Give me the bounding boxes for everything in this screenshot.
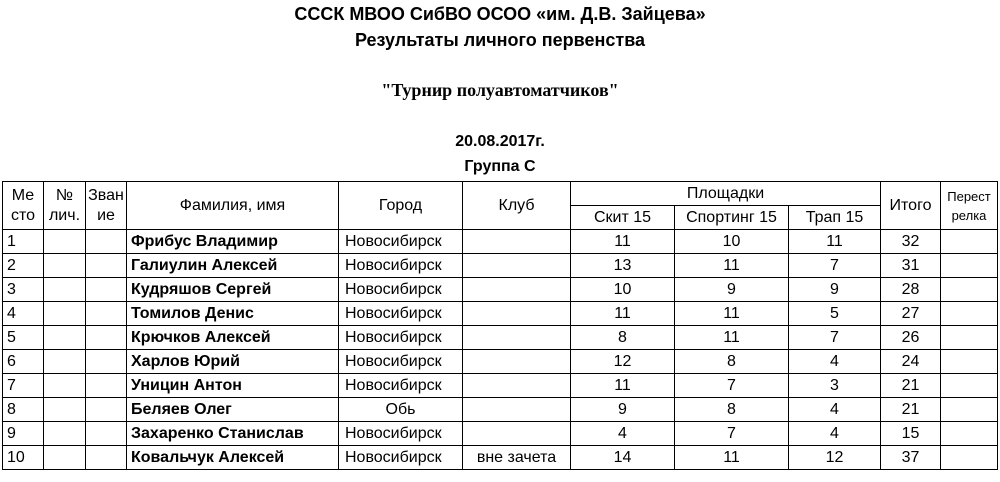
name-cell: Харлов Юрий <box>127 350 339 374</box>
place-cell: 10 <box>3 446 44 470</box>
rank-header <box>86 182 127 230</box>
sporting-cell: 11 <box>675 446 789 470</box>
rank-cell <box>86 398 127 422</box>
skeet-cell: 12 <box>571 350 675 374</box>
shootoff-header-line2: релка <box>951 207 987 223</box>
trap-header: Трап 15 <box>789 206 881 230</box>
city-cell: Новосибирск <box>339 326 463 350</box>
table-row <box>3 278 998 302</box>
city-cell: Новосибирск <box>339 230 463 254</box>
total-cell: 21 <box>881 398 941 422</box>
city-cell: Новосибирск <box>339 254 463 278</box>
personal-number-cell <box>44 374 86 398</box>
total-cell: 32 <box>881 230 941 254</box>
table-row <box>3 326 998 350</box>
city-header: Город <box>339 182 463 230</box>
trap-cell: 7 <box>789 254 881 278</box>
city-cell: Новосибирск <box>339 374 463 398</box>
shootoff-cell <box>941 230 998 254</box>
club-cell <box>463 350 571 374</box>
shootoff-cell <box>941 326 998 350</box>
trap-cell: 4 <box>789 350 881 374</box>
shootoff-cell <box>941 278 998 302</box>
total-cell: 31 <box>881 254 941 278</box>
rank-cell <box>86 302 127 326</box>
place-cell: 5 <box>3 326 44 350</box>
trap-cell: 11 <box>789 230 881 254</box>
trap-cell: 4 <box>789 398 881 422</box>
shootoff-header <box>941 182 998 230</box>
skeet-cell: 9 <box>571 398 675 422</box>
place-cell: 3 <box>3 278 44 302</box>
table-row <box>3 446 998 470</box>
place-cell: 7 <box>3 374 44 398</box>
place-header-line2: сто <box>10 206 36 224</box>
club-cell <box>463 254 571 278</box>
trap-cell: 9 <box>789 278 881 302</box>
results-table <box>2 181 998 470</box>
total-cell: 27 <box>881 302 941 326</box>
skeet-cell: 11 <box>571 302 675 326</box>
sporting-cell: 11 <box>675 302 789 326</box>
tournament-title: "Турнир полуавтоматчиков" <box>381 80 619 100</box>
city-cell: Новосибирск <box>339 350 463 374</box>
club-cell <box>463 422 571 446</box>
trap-cell: 12 <box>789 446 881 470</box>
table-row <box>3 398 998 422</box>
club-cell <box>463 326 571 350</box>
rank-cell <box>86 230 127 254</box>
personal-number-cell <box>44 398 86 422</box>
table-row <box>3 374 998 398</box>
name-cell: Фрибус Владимир <box>127 230 339 254</box>
table-row <box>3 302 998 326</box>
club-cell <box>463 278 571 302</box>
club-cell: вне зачета <box>463 446 571 470</box>
event-date: 20.08.2017г. <box>455 133 545 150</box>
city-cell: Новосибирск <box>339 422 463 446</box>
results-title: Результаты личного первенства <box>354 30 646 50</box>
shootoff-cell <box>941 446 998 470</box>
place-cell: 8 <box>3 398 44 422</box>
personal-number-cell <box>44 278 86 302</box>
rank-cell <box>86 278 127 302</box>
sporting-header: Спортинг 15 <box>675 206 789 230</box>
skeet-header: Скит 15 <box>571 206 675 230</box>
personal-number-header <box>44 182 86 230</box>
total-cell: 37 <box>881 446 941 470</box>
total-header: Итого <box>881 182 941 230</box>
organization-title: СССК МВОО СибВО ОСОО «им. Д.В. Зайцева» <box>294 4 706 24</box>
shootoff-cell <box>941 350 998 374</box>
city-cell: Новосибирск <box>339 446 463 470</box>
rank-header-line1: Зван <box>88 186 124 204</box>
name-cell: Кудряшов Сергей <box>127 278 339 302</box>
skeet-cell: 11 <box>571 230 675 254</box>
sporting-cell: 7 <box>675 422 789 446</box>
shootoff-header-line1: Перест <box>947 188 991 204</box>
total-cell: 15 <box>881 422 941 446</box>
club-cell <box>463 374 571 398</box>
sporting-cell: 8 <box>675 398 789 422</box>
name-cell: Захаренко Станислав <box>127 422 339 446</box>
shootoff-cell <box>941 302 998 326</box>
sporting-cell: 11 <box>675 254 789 278</box>
rank-cell <box>86 446 127 470</box>
club-cell <box>463 230 571 254</box>
name-cell: Ковальчук Алексей <box>127 446 339 470</box>
total-cell: 21 <box>881 374 941 398</box>
total-cell: 26 <box>881 326 941 350</box>
table-row <box>3 422 998 446</box>
rank-header-line2: ие <box>97 206 115 224</box>
club-header: Клуб <box>463 182 571 230</box>
personal-number-cell <box>44 254 86 278</box>
skeet-cell: 10 <box>571 278 675 302</box>
personal-number-cell <box>44 302 86 326</box>
table-row <box>3 230 998 254</box>
skeet-cell: 14 <box>571 446 675 470</box>
name-header: Фамилия, имя <box>127 182 339 230</box>
personal-number-cell <box>44 326 86 350</box>
club-cell <box>463 302 571 326</box>
name-cell: Томилов Денис <box>127 302 339 326</box>
rank-cell <box>86 350 127 374</box>
trap-cell: 4 <box>789 422 881 446</box>
place-header-line1: Ме <box>11 186 35 204</box>
sporting-cell: 7 <box>675 374 789 398</box>
personal-number-cell <box>44 446 86 470</box>
place-header <box>3 182 44 230</box>
shootoff-cell <box>941 254 998 278</box>
rank-cell <box>86 326 127 350</box>
sporting-cell: 11 <box>675 326 789 350</box>
city-cell: Новосибирск <box>339 278 463 302</box>
skeet-cell: 11 <box>571 374 675 398</box>
trap-cell: 5 <box>789 302 881 326</box>
rank-cell <box>86 422 127 446</box>
name-cell: Беляев Олег <box>127 398 339 422</box>
skeet-cell: 13 <box>571 254 675 278</box>
city-cell: Обь <box>339 398 463 422</box>
total-cell: 24 <box>881 350 941 374</box>
club-cell <box>463 398 571 422</box>
place-cell: 1 <box>3 230 44 254</box>
place-cell: 6 <box>3 350 44 374</box>
name-cell: Уницин Антон <box>127 374 339 398</box>
skeet-cell: 8 <box>571 326 675 350</box>
personal-number-cell <box>44 230 86 254</box>
personal-number-cell <box>44 422 86 446</box>
rank-cell <box>86 254 127 278</box>
trap-cell: 7 <box>789 326 881 350</box>
table-row <box>3 350 998 374</box>
header-row-1 <box>3 182 998 206</box>
sporting-cell: 10 <box>675 230 789 254</box>
table-row <box>3 254 998 278</box>
shootoff-cell <box>941 374 998 398</box>
shootoff-cell <box>941 398 998 422</box>
results-body <box>3 230 998 470</box>
city-cell: Новосибирск <box>339 302 463 326</box>
sporting-cell: 9 <box>675 278 789 302</box>
name-cell: Крючков Алексей <box>127 326 339 350</box>
total-cell: 28 <box>881 278 941 302</box>
rank-cell <box>86 374 127 398</box>
place-cell: 9 <box>3 422 44 446</box>
personal-number-cell <box>44 350 86 374</box>
sites-header: Площадки <box>571 182 881 206</box>
place-cell: 4 <box>3 302 44 326</box>
personal-number-header-line2: лич. <box>48 206 81 224</box>
shootoff-cell <box>941 422 998 446</box>
name-cell: Галиулин Алексей <box>127 254 339 278</box>
personal-number-header-line1: № <box>55 186 74 204</box>
trap-cell: 3 <box>789 374 881 398</box>
skeet-cell: 4 <box>571 422 675 446</box>
place-cell: 2 <box>3 254 44 278</box>
sporting-cell: 8 <box>675 350 789 374</box>
group-label: Группа С <box>464 158 536 175</box>
